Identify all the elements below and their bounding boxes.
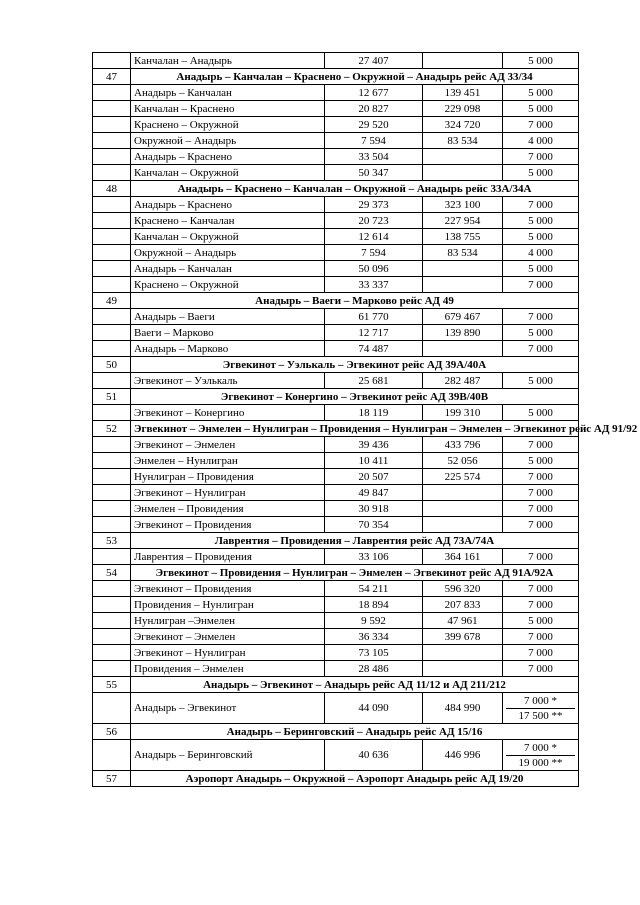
tariff-table xyxy=(92,52,638,787)
segment-number-cell xyxy=(93,341,131,357)
segment-row xyxy=(93,165,579,181)
segment-number-cell xyxy=(93,85,131,101)
segment-price: 7 000 xyxy=(503,501,579,517)
segment-price-2: 17 500 ** xyxy=(506,708,575,723)
segment-distance: 61 770 xyxy=(325,309,423,325)
segment-distance: 25 681 xyxy=(325,373,423,389)
segment-row xyxy=(93,740,579,771)
segment-name: Энмелен – Провидения xyxy=(131,501,325,517)
segment-price: 5 000 xyxy=(503,325,579,341)
segment-fare xyxy=(423,261,503,277)
segment-price: 5 000 xyxy=(503,101,579,117)
segment-name: Нунлигран – Провидения xyxy=(131,469,325,485)
segment-row xyxy=(93,117,579,133)
segment-distance: 40 636 xyxy=(325,740,423,771)
segment-fare: 324 720 xyxy=(423,117,503,133)
segment-fare: 47 961 xyxy=(423,613,503,629)
segment-number-cell xyxy=(93,517,131,533)
segment-row xyxy=(93,133,579,149)
segment-distance: 29 373 xyxy=(325,197,423,213)
segment-number-cell xyxy=(93,437,131,453)
segment-number-cell xyxy=(93,245,131,261)
segment-row xyxy=(93,213,579,229)
segment-distance: 12 677 xyxy=(325,85,423,101)
segment-price-cell xyxy=(503,693,579,724)
segment-fare: 323 100 xyxy=(423,197,503,213)
segment-fare: 484 990 xyxy=(423,693,503,724)
route-title: Эгвекинот – Уэлькаль – Эгвекинот рейс АД 39А/40А xyxy=(131,357,579,373)
segment-name: Окружной – Анадырь xyxy=(131,245,325,261)
segment-fare: 433 796 xyxy=(423,437,503,453)
segment-name: Эгвекинот – Провидения xyxy=(131,581,325,597)
segment-fare: 207 833 xyxy=(423,597,503,613)
segment-number-cell xyxy=(93,133,131,149)
segment-fare: 83 534 xyxy=(423,245,503,261)
segment-fare: 83 534 xyxy=(423,133,503,149)
segment-number-cell xyxy=(93,165,131,181)
segment-row xyxy=(93,629,579,645)
segment-fare: 52 056 xyxy=(423,453,503,469)
segment-number-cell xyxy=(93,197,131,213)
segment-price-cell xyxy=(503,740,579,771)
segment-number-cell xyxy=(93,117,131,133)
segment-row xyxy=(93,277,579,293)
segment-distance: 49 847 xyxy=(325,485,423,501)
segment-row xyxy=(93,101,579,117)
segment-distance: 27 407 xyxy=(325,53,423,69)
route-header-row xyxy=(93,69,579,85)
segment-fare: 446 996 xyxy=(423,740,503,771)
segment-distance: 33 337 xyxy=(325,277,423,293)
route-header-row xyxy=(93,421,579,437)
segment-number-cell xyxy=(93,501,131,517)
route-header-row xyxy=(93,181,579,197)
segment-number-cell xyxy=(93,597,131,613)
segment-row xyxy=(93,229,579,245)
segment-distance: 50 347 xyxy=(325,165,423,181)
segment-name: Эгвекинот – Провидения xyxy=(131,517,325,533)
route-title: Анадырь – Ваеги – Марково рейс АД 49 xyxy=(131,293,579,309)
route-title: Лаврентия – Провидения – Лаврентия рейс АД 73А/74А xyxy=(131,533,579,549)
route-number: 51 xyxy=(93,389,131,405)
route-number: 50 xyxy=(93,357,131,373)
segment-fare: 139 890 xyxy=(423,325,503,341)
route-number: 53 xyxy=(93,533,131,549)
segment-fare: 199 310 xyxy=(423,405,503,421)
segment-price: 7 000 xyxy=(503,277,579,293)
segment-name: Нунлигран –Энмелен xyxy=(131,613,325,629)
segment-row xyxy=(93,341,579,357)
segment-name: Провидения – Нунлигран xyxy=(131,597,325,613)
segment-price: 7 000 xyxy=(503,309,579,325)
segment-name: Эгвекинот – Нунлигран xyxy=(131,485,325,501)
segment-price: 5 000 xyxy=(503,613,579,629)
segment-name: Канчалан – Окружной xyxy=(131,229,325,245)
route-header-row xyxy=(93,389,579,405)
segment-row xyxy=(93,149,579,165)
route-title: Аэропорт Анадырь – Окружной – Аэропорт Анадырь рейс АД 19/20 xyxy=(131,771,579,787)
segment-distance: 20 507 xyxy=(325,469,423,485)
route-title: Эгвекинот – Энмелен – Нунлигран – Провидения – Нунлигран – Энмелен – Эгвекинот рейс АД 91/92 xyxy=(131,421,579,437)
segment-row xyxy=(93,261,579,277)
segment-price: 7 000 xyxy=(503,549,579,565)
route-number: 49 xyxy=(93,293,131,309)
segment-price: 5 000 xyxy=(503,165,579,181)
segment-distance: 20 723 xyxy=(325,213,423,229)
segment-price-1: 7 000 * xyxy=(524,694,557,707)
segment-name: Лаврентия – Провидения xyxy=(131,549,325,565)
segment-row xyxy=(93,469,579,485)
segment-distance: 20 827 xyxy=(325,101,423,117)
segment-name: Анадырь – Краснено xyxy=(131,149,325,165)
segment-distance: 30 918 xyxy=(325,501,423,517)
segment-number-cell xyxy=(93,693,131,724)
segment-number-cell xyxy=(93,229,131,245)
segment-row xyxy=(93,325,579,341)
segment-name: Эгвекинот – Энмелен xyxy=(131,437,325,453)
segment-number-cell xyxy=(93,405,131,421)
route-title: Эгвекинот – Провидения – Нунлигран – Энмелен – Эгвекинот рейс АД 91А/92А xyxy=(131,565,579,581)
segment-name: Краснено – Окружной xyxy=(131,117,325,133)
segment-distance: 33 106 xyxy=(325,549,423,565)
segment-number-cell xyxy=(93,645,131,661)
segment-row xyxy=(93,405,579,421)
route-number: 47 xyxy=(93,69,131,85)
segment-row xyxy=(93,517,579,533)
segment-price: 4 000 xyxy=(503,245,579,261)
route-header-row xyxy=(93,533,579,549)
segment-price-2: 19 000 ** xyxy=(506,755,575,770)
route-header-row xyxy=(93,293,579,309)
route-number: 52 xyxy=(93,421,131,437)
segment-distance: 28 486 xyxy=(325,661,423,677)
route-title: Эгвекинот – Конергино – Эгвекинот рейс АД 39В/40В xyxy=(131,389,579,405)
segment-name: Канчалан – Краснено xyxy=(131,101,325,117)
segment-row xyxy=(93,501,579,517)
segment-row xyxy=(93,309,579,325)
route-number: 55 xyxy=(93,677,131,693)
segment-name: Ваеги – Марково xyxy=(131,325,325,341)
segment-row xyxy=(93,549,579,565)
segment-price: 7 000 xyxy=(503,581,579,597)
segment-number-cell xyxy=(93,277,131,293)
segment-number-cell xyxy=(93,261,131,277)
segment-number-cell xyxy=(93,581,131,597)
segment-number-cell xyxy=(93,613,131,629)
segment-name: Канчалан – Окружной xyxy=(131,165,325,181)
segment-fare xyxy=(423,165,503,181)
segment-price: 5 000 xyxy=(503,229,579,245)
route-header-row xyxy=(93,565,579,581)
segment-fare xyxy=(423,277,503,293)
segment-row xyxy=(93,485,579,501)
segment-price: 7 000 xyxy=(503,661,579,677)
segment-number-cell xyxy=(93,325,131,341)
segment-row xyxy=(93,437,579,453)
segment-number-cell xyxy=(93,373,131,389)
segment-distance: 73 105 xyxy=(325,645,423,661)
segment-name: Эгвекинот – Уэлькаль xyxy=(131,373,325,389)
segment-number-cell xyxy=(93,453,131,469)
segment-fare xyxy=(423,485,503,501)
segment-name: Краснено – Окружной xyxy=(131,277,325,293)
segment-price: 5 000 xyxy=(503,53,579,69)
segment-fare xyxy=(423,53,503,69)
segment-row xyxy=(93,613,579,629)
route-number: 57 xyxy=(93,771,131,787)
segment-number-cell xyxy=(93,629,131,645)
segment-number-cell xyxy=(93,309,131,325)
route-number: 54 xyxy=(93,565,131,581)
segment-distance: 7 594 xyxy=(325,245,423,261)
segment-row xyxy=(93,373,579,389)
segment-number-cell xyxy=(93,469,131,485)
segment-name: Энмелен – Нунлигран xyxy=(131,453,325,469)
segment-number-cell xyxy=(93,485,131,501)
segment-fare: 227 954 xyxy=(423,213,503,229)
segment-name: Провидения – Энмелен xyxy=(131,661,325,677)
segment-distance: 50 096 xyxy=(325,261,423,277)
segment-price: 7 000 xyxy=(503,149,579,165)
segment-name: Эгвекинот – Энмелен xyxy=(131,629,325,645)
segment-price: 7 000 xyxy=(503,645,579,661)
segment-distance: 10 411 xyxy=(325,453,423,469)
segment-number-cell xyxy=(93,53,131,69)
segment-distance: 44 090 xyxy=(325,693,423,724)
segment-fare: 364 161 xyxy=(423,549,503,565)
segment-name: Анадырь – Канчалан xyxy=(131,85,325,101)
segment-fare xyxy=(423,501,503,517)
segment-fare: 679 467 xyxy=(423,309,503,325)
segment-fare: 399 678 xyxy=(423,629,503,645)
segment-name: Анадырь – Беринговский xyxy=(131,740,325,771)
segment-number-cell xyxy=(93,740,131,771)
segment-fare: 138 755 xyxy=(423,229,503,245)
segment-distance: 74 487 xyxy=(325,341,423,357)
segment-number-cell xyxy=(93,661,131,677)
segment-number-cell xyxy=(93,149,131,165)
segment-fare: 225 574 xyxy=(423,469,503,485)
segment-price: 7 000 xyxy=(503,197,579,213)
route-number: 48 xyxy=(93,181,131,197)
segment-fare: 596 320 xyxy=(423,581,503,597)
segment-fare: 282 487 xyxy=(423,373,503,389)
segment-price: 5 000 xyxy=(503,453,579,469)
route-number: 56 xyxy=(93,724,131,740)
route-title: Анадырь – Краснено – Канчалан – Окружной – Анадырь рейс 33А/34А xyxy=(131,181,579,197)
segment-distance: 39 436 xyxy=(325,437,423,453)
segment-price: 5 000 xyxy=(503,405,579,421)
segment-number-cell xyxy=(93,213,131,229)
segment-name: Анадырь – Краснено xyxy=(131,197,325,213)
segment-row xyxy=(93,85,579,101)
route-header-row xyxy=(93,677,579,693)
segment-distance: 29 520 xyxy=(325,117,423,133)
segment-name: Эгвекинот – Нунлигран xyxy=(131,645,325,661)
segment-distance: 18 119 xyxy=(325,405,423,421)
segment-row xyxy=(93,245,579,261)
route-header-row xyxy=(93,357,579,373)
segment-price: 7 000 xyxy=(503,485,579,501)
segment-distance: 36 334 xyxy=(325,629,423,645)
segment-price: 5 000 xyxy=(503,261,579,277)
segment-name: Эгвекинот – Конергино xyxy=(131,405,325,421)
segment-fare: 229 098 xyxy=(423,101,503,117)
segment-number-cell xyxy=(93,549,131,565)
segment-row xyxy=(93,453,579,469)
segment-price: 7 000 xyxy=(503,341,579,357)
segment-fare xyxy=(423,341,503,357)
segment-price: 7 000 xyxy=(503,629,579,645)
route-header-row xyxy=(93,771,579,787)
route-header-row xyxy=(93,724,579,740)
segment-name: Анадырь – Марково xyxy=(131,341,325,357)
segment-price: 7 000 xyxy=(503,597,579,613)
segment-row xyxy=(93,53,579,69)
segment-distance: 12 614 xyxy=(325,229,423,245)
segment-price: 5 000 xyxy=(503,85,579,101)
segment-price-1: 7 000 * xyxy=(524,741,557,754)
segment-distance: 70 354 xyxy=(325,517,423,533)
segment-distance: 33 504 xyxy=(325,149,423,165)
segment-distance: 18 894 xyxy=(325,597,423,613)
segment-row xyxy=(93,661,579,677)
segment-row xyxy=(93,597,579,613)
segment-fare xyxy=(423,645,503,661)
segment-distance: 7 594 xyxy=(325,133,423,149)
segment-fare xyxy=(423,149,503,165)
segment-price: 7 000 xyxy=(503,469,579,485)
segment-price: 4 000 xyxy=(503,133,579,149)
segment-name: Анадырь – Ваеги xyxy=(131,309,325,325)
route-title: Анадырь – Канчалан – Краснено – Окружной – Анадырь рейс АД 33/34 xyxy=(131,69,579,85)
segment-row xyxy=(93,693,579,724)
segment-name: Краснено – Канчалан xyxy=(131,213,325,229)
segment-name: Анадырь – Канчалан xyxy=(131,261,325,277)
segment-fare xyxy=(423,661,503,677)
segment-row xyxy=(93,581,579,597)
segment-price: 7 000 xyxy=(503,117,579,133)
segment-name: Анадырь – Эгвекинот xyxy=(131,693,325,724)
segment-price: 5 000 xyxy=(503,373,579,389)
segment-price: 7 000 xyxy=(503,437,579,453)
segment-row xyxy=(93,197,579,213)
segment-row xyxy=(93,645,579,661)
segment-fare xyxy=(423,517,503,533)
segment-price: 5 000 xyxy=(503,213,579,229)
segment-number-cell xyxy=(93,101,131,117)
segment-price: 7 000 xyxy=(503,517,579,533)
route-title: Анадырь – Эгвекинот – Анадырь рейс АД 11/12 и АД 211/212 xyxy=(131,677,579,693)
route-title: Анадырь – Беринговский – Анадырь рейс АД 15/16 xyxy=(131,724,579,740)
segment-name: Окружной – Анадырь xyxy=(131,133,325,149)
segment-distance: 9 592 xyxy=(325,613,423,629)
segment-fare: 139 451 xyxy=(423,85,503,101)
segment-distance: 12 717 xyxy=(325,325,423,341)
segment-name: Канчалан – Анадырь xyxy=(131,53,325,69)
segment-distance: 54 211 xyxy=(325,581,423,597)
